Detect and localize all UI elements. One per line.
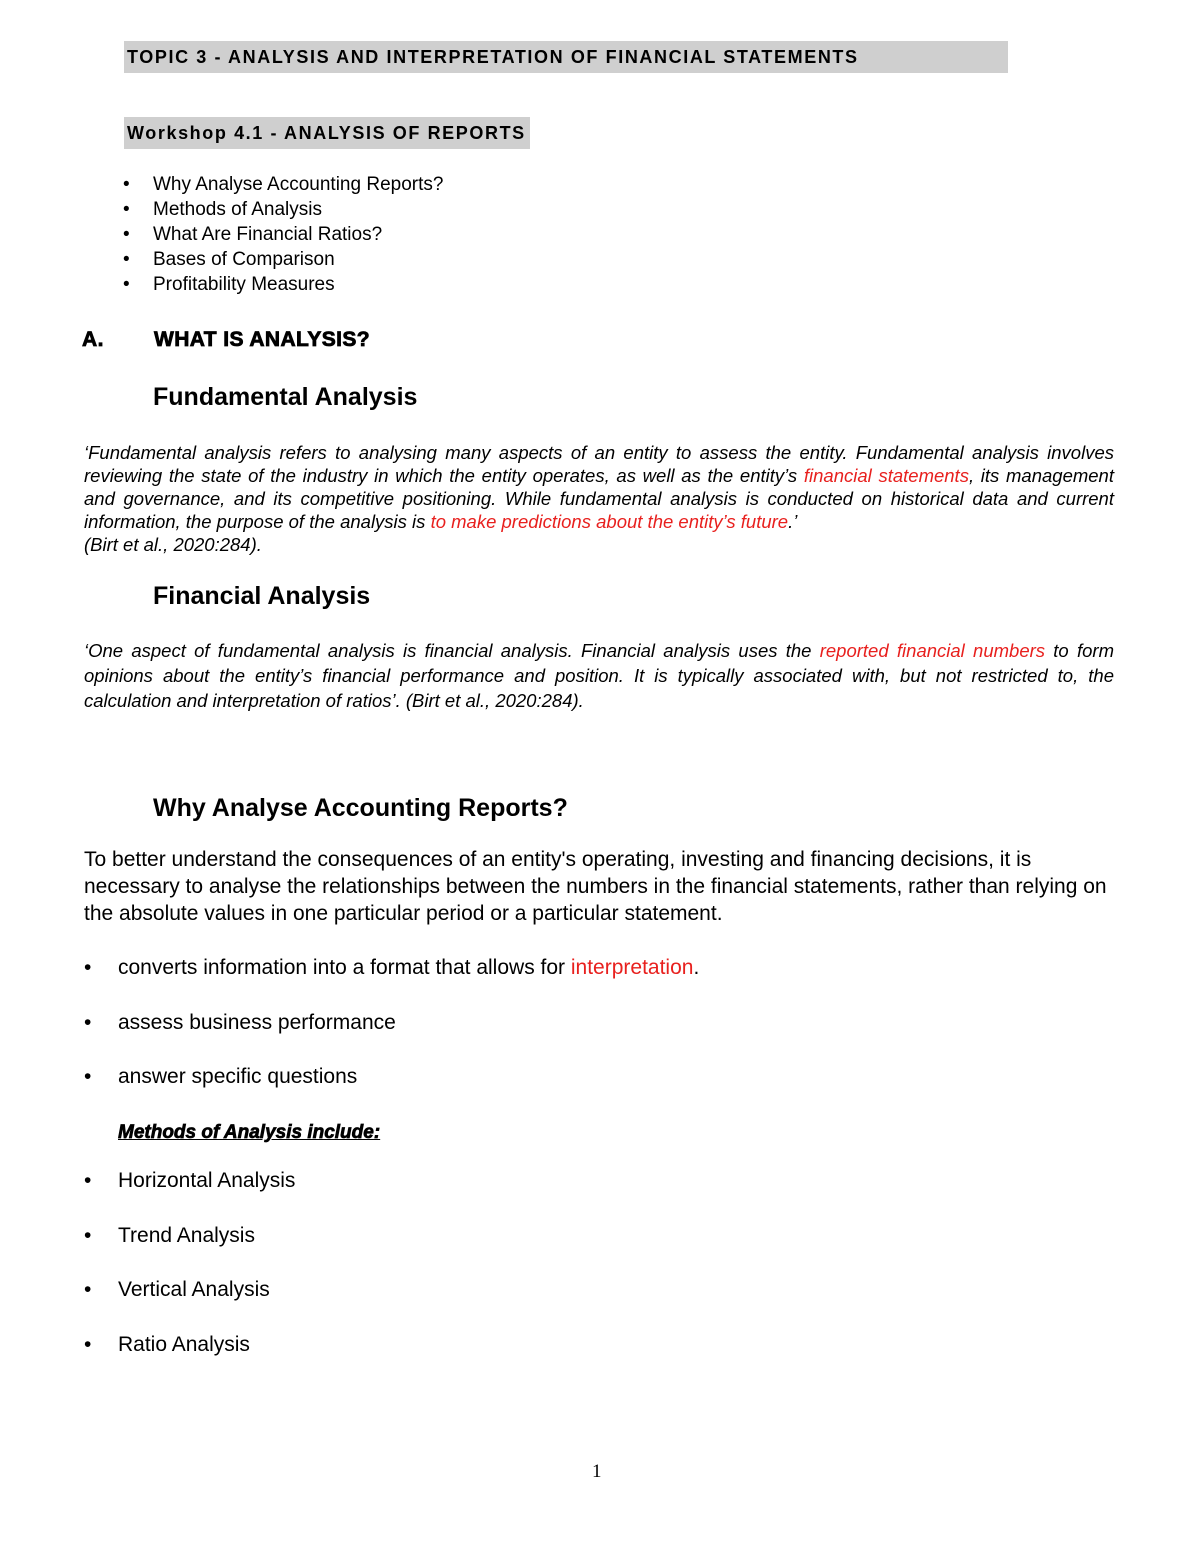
method-item-text: Trend Analysis bbox=[118, 1224, 255, 1247]
bullet-dot-icon: • bbox=[84, 956, 92, 979]
interpretation-highlight: interpretation bbox=[570, 956, 694, 979]
section-a-heading bbox=[82, 324, 370, 356]
why-bullet-text: assess business performance bbox=[118, 1011, 396, 1034]
contents-item: • Methods of Analysis bbox=[118, 197, 618, 222]
financial-analysis-heading: Financial Analysis bbox=[153, 582, 371, 610]
financial-analysis-quote bbox=[84, 638, 1114, 713]
methods-heading: Methods of Analysis include: bbox=[118, 1122, 381, 1143]
page-number: 1 bbox=[592, 1461, 602, 1482]
bullet-dot-icon: • bbox=[84, 1278, 92, 1301]
contents-item: • Profitability Measures bbox=[118, 272, 618, 297]
fundamental-analysis-quote bbox=[84, 441, 1114, 556]
quote-text: .’ bbox=[788, 511, 798, 532]
bullet-dot-icon: • bbox=[84, 1333, 92, 1356]
quote-text: ‘Fundamental analysis refers to analysing many aspects of an entity to assess the entity. Fundamental analysis involves reviewing the state of the industry in which the entity operates, as well as the entity’s bbox=[84, 442, 1114, 486]
why-analyse-paragraph: To better understand the consequences of an entity's operating, investing and financing decisions, it is necessary to analyse the relationships between the numbers in the financial statements, rather than relying on the absolute values in one particular period or a particular statement. bbox=[84, 848, 1107, 925]
topic-heading: TOPIC 3 - ANALYSIS AND INTERPRETATION OF FINANCIAL STATEMENTS bbox=[124, 41, 1008, 73]
why-bullet-text: answer specific questions bbox=[118, 1065, 358, 1088]
contents-item: • Why Analyse Accounting Reports? bbox=[118, 172, 618, 197]
workshop-heading: Workshop 4.1 - ANALYSIS OF REPORTS bbox=[124, 117, 530, 149]
quote-text: to form opinions about the entity’s financial performance and position. It is typically associated with, but not restricted to, the calculation and interpretation of ratios’. (Birt et al., 2020:284). bbox=[84, 640, 1114, 711]
section-a-number: A. bbox=[82, 328, 104, 351]
method-item-text: Horizontal Analysis bbox=[118, 1169, 296, 1192]
quote-highlight: reported financial numbers bbox=[819, 640, 1046, 661]
contents-item: • Bases of Comparison bbox=[118, 247, 618, 272]
bullet-dot-icon: • bbox=[84, 1224, 92, 1247]
bullet-dot-icon: • bbox=[84, 1169, 92, 1192]
quote-citation: (Birt et al., 2020:284). bbox=[84, 534, 262, 555]
contents-list bbox=[118, 172, 618, 297]
method-item-text: Vertical Analysis bbox=[118, 1278, 270, 1301]
section-a-title: WHAT IS ANALYSIS? bbox=[154, 328, 371, 351]
quote-highlight: financial statements bbox=[803, 465, 969, 486]
quote-highlight: to make predictions about the entity’s future bbox=[430, 511, 789, 532]
contents-item: • What Are Financial Ratios? bbox=[118, 222, 618, 247]
why-bullet-text: converts information into a format that allows for interpretation. bbox=[118, 956, 700, 979]
bullet-dot-icon: • bbox=[84, 1065, 92, 1088]
quote-text: , its management and governance, and its competitive positioning. While fundamental analysis is conducted on historical data and current information, the purpose of the analysis is bbox=[84, 465, 1114, 532]
quote-text: ‘One aspect of fundamental analysis is financial analysis. Financial analysis uses the bbox=[84, 640, 820, 661]
fundamental-analysis-heading: Fundamental Analysis bbox=[153, 383, 418, 411]
method-item-text: Ratio Analysis bbox=[118, 1333, 250, 1356]
why-analyse-heading: Why Analyse Accounting Reports? bbox=[153, 794, 568, 822]
bullet-dot-icon: • bbox=[84, 1011, 92, 1034]
